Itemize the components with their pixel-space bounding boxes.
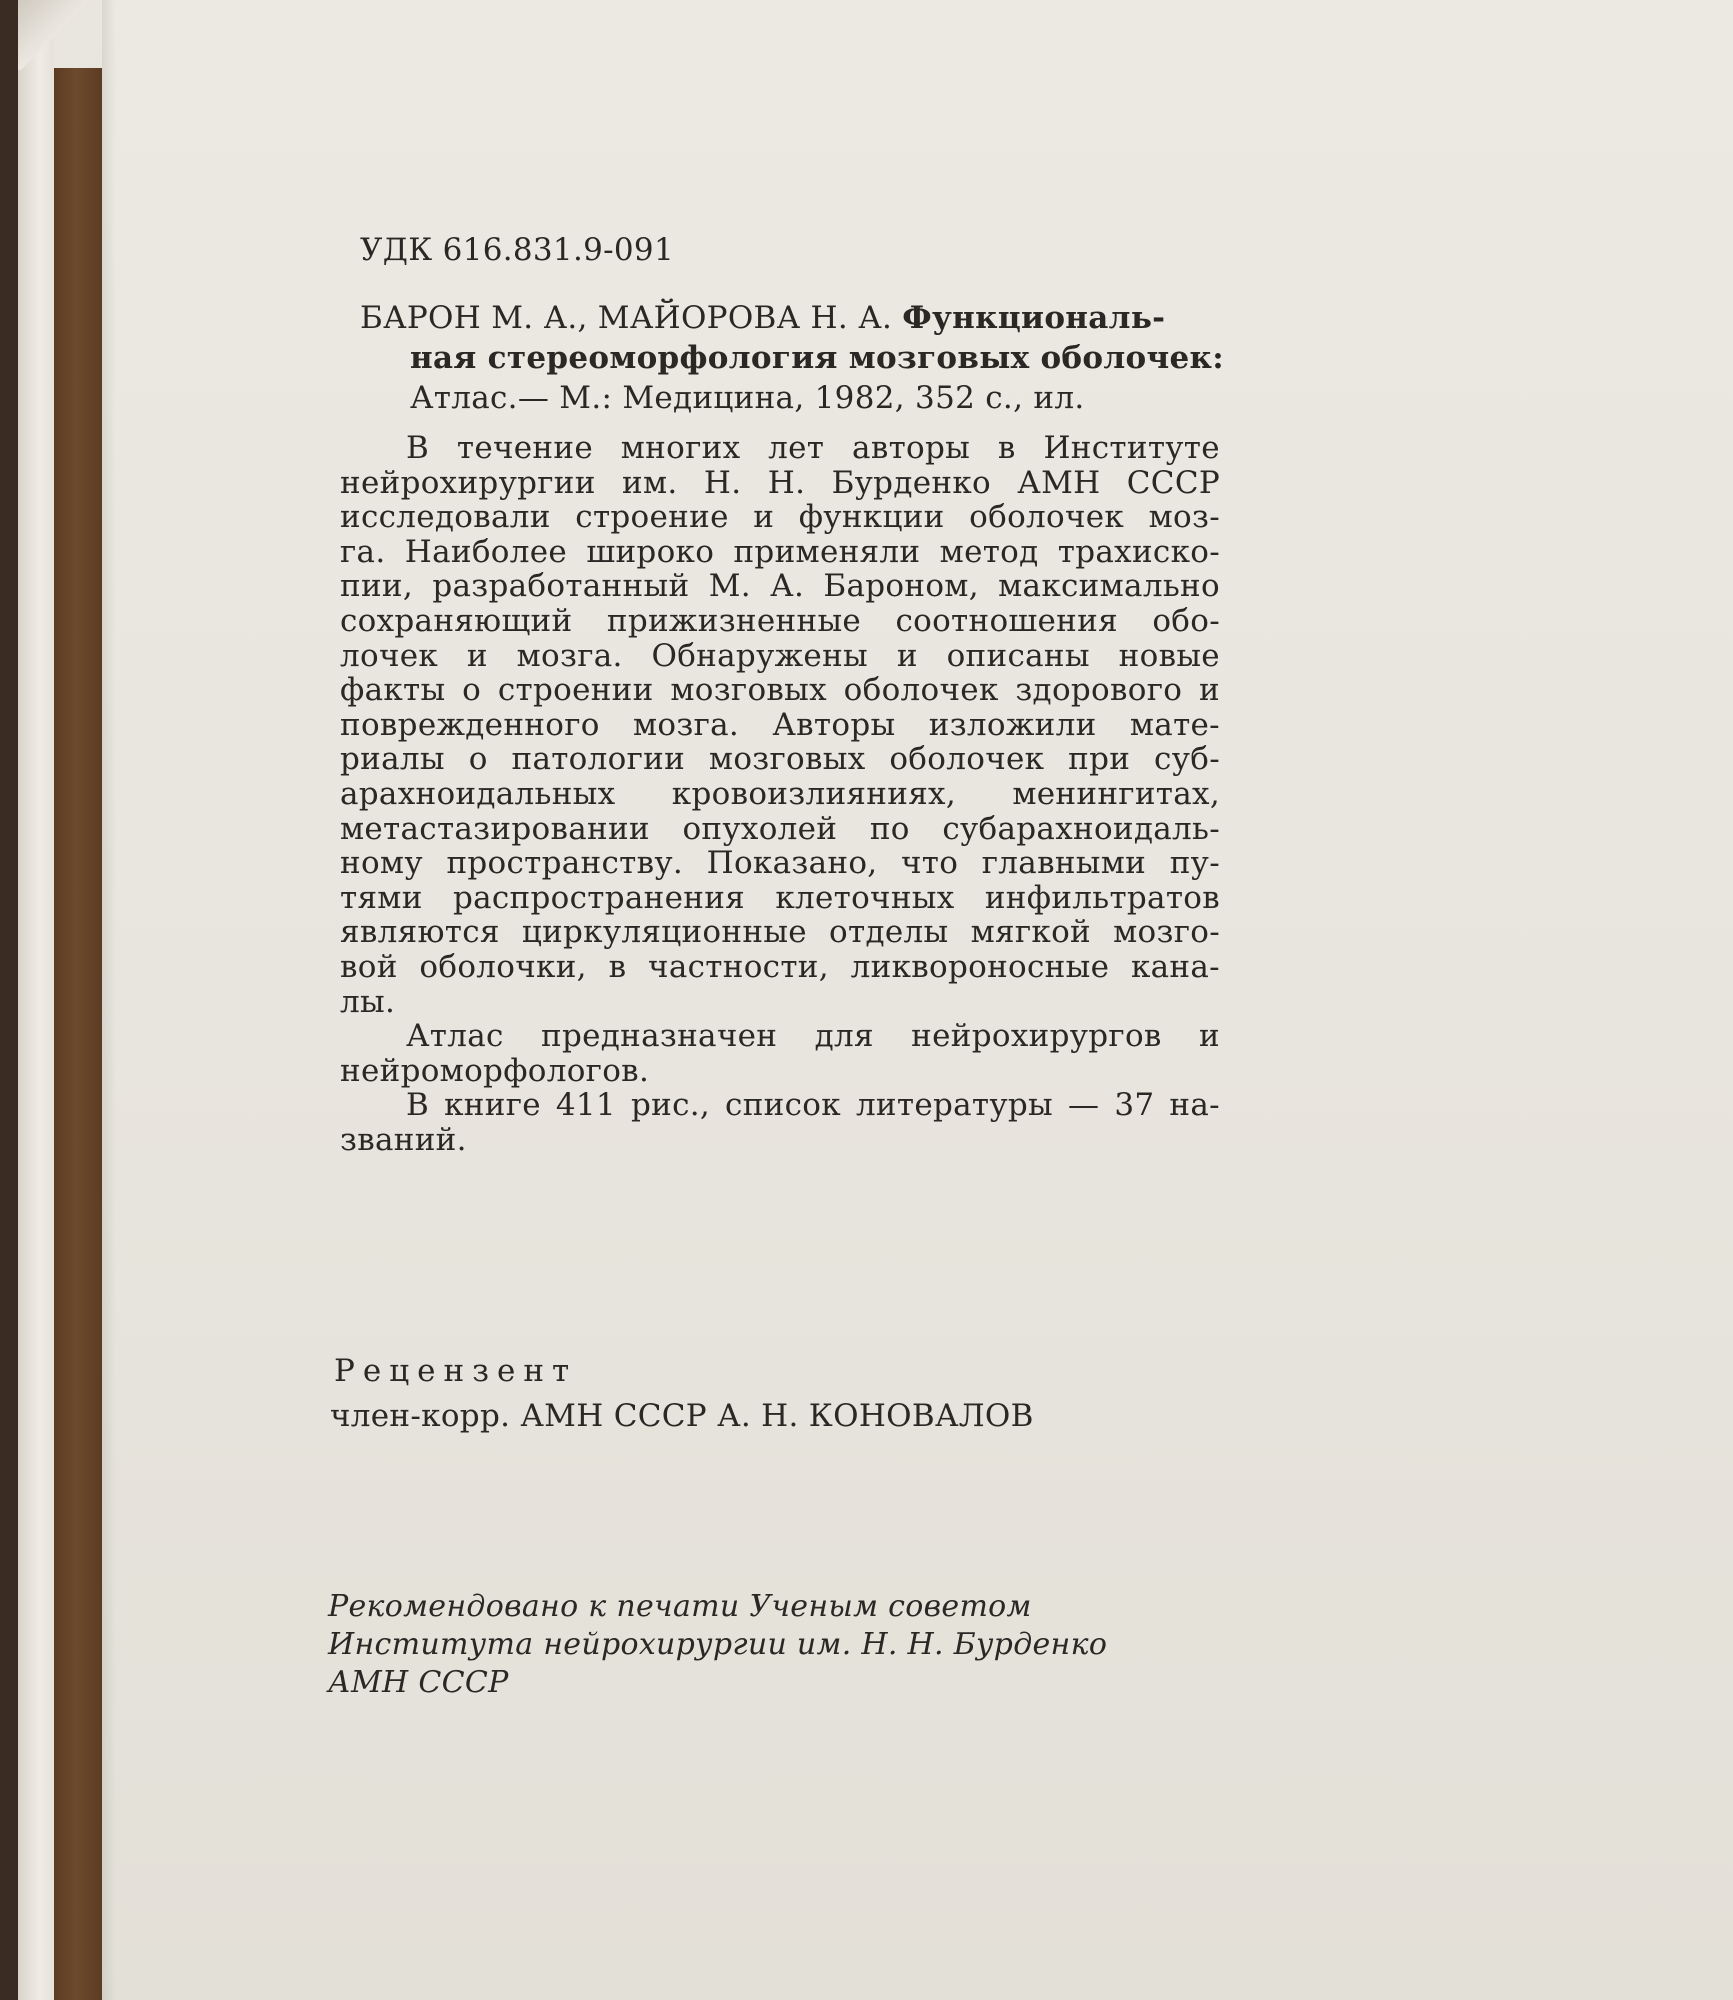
abstract-word: о [468, 741, 488, 778]
abstract-word: при [1068, 741, 1131, 778]
abstract-word: что [901, 845, 959, 882]
reviewer-label: Рецензент [334, 1353, 578, 1389]
abstract-word: 37 [1114, 1087, 1155, 1124]
abstract-line [340, 466, 1220, 501]
abstract-word: многих [620, 430, 741, 466]
abstract-word: обо- [1152, 602, 1220, 639]
abstract-word: отделы [829, 914, 949, 951]
abstract-word: частности, [648, 948, 829, 985]
abstract-word: литературы [855, 1087, 1054, 1124]
abstract-word: течение [456, 430, 593, 466]
abstract-word: га. [340, 533, 386, 570]
abstract-word: А. [770, 568, 805, 605]
udk-code: УДК 616.831.9-091 [360, 232, 674, 268]
abstract-line: званий. [340, 1121, 467, 1158]
abstract-word: кровоизлияниях, [671, 775, 956, 812]
bibliographic-citation [360, 298, 1224, 418]
abstract-line [340, 431, 1220, 466]
abstract-line [340, 742, 1220, 777]
abstract-word: оболочек [969, 499, 1125, 536]
abstract-line [340, 708, 1220, 743]
abstract-word: циркуляционные [521, 914, 807, 951]
abstract-word: рис., [630, 1087, 711, 1124]
citation-title-start: Функциональ- [902, 300, 1166, 336]
abstract-word: оболочек [889, 741, 1045, 778]
abstract-word: исследовали [340, 499, 551, 536]
abstract-word: о [462, 672, 482, 709]
book-corner [18, 0, 108, 70]
abstract-word: мозго- [1113, 914, 1220, 951]
recommendation-line: Рекомендовано к печати Ученым советом [328, 1589, 1032, 1624]
abstract-word: Институте [1043, 430, 1220, 466]
abstract-word: новые [1118, 637, 1220, 674]
abstract-word: лет [768, 430, 825, 466]
abstract-word: трахиско- [1057, 533, 1220, 570]
abstract-word: Бароном, [823, 568, 979, 605]
abstract-line [340, 569, 1220, 604]
abstract-word: функции [798, 499, 945, 536]
abstract-word: широко [586, 533, 715, 570]
abstract-word: сохраняющий [340, 602, 573, 639]
recommendation-line: Института нейрохирургии им. Н. Н. Бурденко [328, 1627, 1108, 1662]
book-endpaper-edge [18, 0, 54, 2000]
abstract-word: в [997, 430, 1016, 466]
abstract-word: мате- [1129, 706, 1220, 743]
abstract-word: разработанный [432, 568, 690, 605]
abstract-line [340, 777, 1220, 812]
abstract-line: нейроморфологов. [340, 1052, 650, 1089]
abstract-word: кана- [1130, 948, 1220, 985]
abstract-word: метод [939, 533, 1039, 570]
abstract-word: Бурденко [831, 464, 991, 501]
abstract-word: Атлас [406, 1018, 504, 1055]
abstract-word: применяли [733, 533, 921, 570]
abstract-line: лы. [340, 983, 396, 1020]
abstract-word: мозговых [670, 672, 827, 709]
abstract-line [340, 639, 1220, 674]
abstract-word: здорового [1015, 672, 1183, 709]
abstract-word: являются [340, 914, 500, 951]
abstract-word: нейрохирургии [340, 464, 596, 501]
abstract-word: пии, [340, 568, 414, 605]
abstract-word: для [814, 1018, 874, 1055]
abstract-word: пу- [1169, 845, 1220, 882]
book-binding [54, 68, 102, 2000]
abstract-word: лочек [340, 637, 439, 674]
abstract-word: факты [340, 672, 446, 709]
abstract-word: Авторы [772, 706, 896, 743]
abstract-line [340, 950, 1220, 985]
book-spine-edge [0, 0, 18, 2000]
abstract-word: список [725, 1087, 841, 1124]
abstract-word: риалы [340, 741, 445, 778]
abstract-line [340, 812, 1220, 847]
abstract-word: Н. [703, 464, 742, 501]
abstract-word: и [753, 499, 775, 536]
abstract-word: пространству. [446, 845, 684, 882]
abstract-word: инфильтратов [984, 879, 1220, 916]
abstract-word: мозговых [708, 741, 866, 778]
publication-recommendation [328, 1588, 1107, 1702]
abstract-word: мозга. [633, 706, 740, 743]
abstract-word: максимально [998, 568, 1220, 605]
abstract-word: в [608, 948, 627, 985]
abstract-line [340, 535, 1220, 570]
abstract-word: СССР [1126, 464, 1220, 501]
abstract-word: предназначен [541, 1018, 778, 1055]
abstract-word: метастазировании [340, 810, 650, 847]
abstract-word: — [1068, 1087, 1100, 1124]
abstract-word: описаны [946, 637, 1090, 674]
abstract-line [340, 1088, 1220, 1123]
abstract-word: распространения [452, 879, 746, 916]
recommendation-line: АМН СССР [328, 1665, 509, 1700]
abstract-word: прижизненные [606, 602, 862, 639]
abstract-word: Н. [767, 464, 806, 501]
abstract-word: ликвороносные [850, 948, 1110, 985]
abstract-word: тями [340, 879, 423, 916]
abstract-word: изложили [928, 706, 1097, 743]
abstract-line [340, 881, 1220, 916]
abstract-line [340, 604, 1220, 639]
abstract-word: авторы [852, 430, 971, 466]
abstract-word: по [869, 810, 910, 847]
abstract-word: строение [575, 499, 729, 536]
abstract-word: менингитах, [1012, 775, 1220, 812]
abstract-word: соотношения [895, 602, 1118, 639]
abstract-word: главными [981, 845, 1147, 882]
citation-publication: Атлас.— М.: Медицина, 1982, 352 с., ил. [410, 380, 1085, 416]
abstract-line [340, 915, 1220, 950]
abstract-word: книге [444, 1087, 541, 1124]
abstract-word: и [1198, 672, 1220, 709]
citation-title-end: ная стереоморфология мозговых оболочек: [410, 340, 1224, 376]
abstract-word: строении [497, 672, 654, 709]
abstract-line [340, 673, 1220, 708]
abstract-word: опухолей [682, 810, 838, 847]
abstract-word: арахноидальных [340, 775, 616, 812]
abstract-line [340, 500, 1220, 535]
abstract-line [340, 846, 1220, 881]
citation-authors: БАРОН М. А., МАЙОРОВА Н. А. [360, 300, 903, 336]
abstract-word: и [1199, 1018, 1220, 1055]
abstract-word: Показано, [706, 845, 878, 882]
abstract-word: вой [340, 948, 398, 985]
abstract-word: суб- [1154, 741, 1220, 778]
abstract-word: 411 [555, 1087, 616, 1124]
abstract-word: и [466, 637, 488, 674]
abstract-word: клеточных [775, 879, 955, 916]
abstract-word: моз- [1148, 499, 1220, 536]
abstract-word: поврежденного [340, 706, 600, 743]
abstract-word: нейрохирургов [911, 1018, 1162, 1055]
page-gutter-shadow [102, 0, 116, 2000]
abstract [340, 431, 1220, 1157]
reviewer-name: член-корр. АМН СССР А. Н. КОНОВАЛОВ [330, 1398, 1034, 1434]
abstract-word: оболочки, [419, 948, 587, 985]
abstract-line [340, 1019, 1220, 1054]
abstract-word: субарахноидаль- [942, 810, 1220, 847]
abstract-word: М. [708, 568, 751, 605]
abstract-word: ному [340, 845, 423, 882]
abstract-word: им. [622, 464, 678, 501]
citation-line-1 [360, 298, 1220, 338]
abstract-word: мягкой [970, 914, 1091, 951]
abstract-word: В [406, 430, 430, 466]
abstract-word: на- [1169, 1087, 1220, 1124]
abstract-word: В [406, 1087, 430, 1124]
abstract-word: АМН [1017, 464, 1101, 501]
abstract-word: оболочек [843, 672, 999, 709]
abstract-word: и [896, 637, 918, 674]
abstract-word: Наиболее [404, 533, 568, 570]
abstract-word: патологии [511, 741, 686, 778]
abstract-word: мозга. [516, 637, 623, 674]
abstract-word: Обнаружены [651, 637, 869, 674]
